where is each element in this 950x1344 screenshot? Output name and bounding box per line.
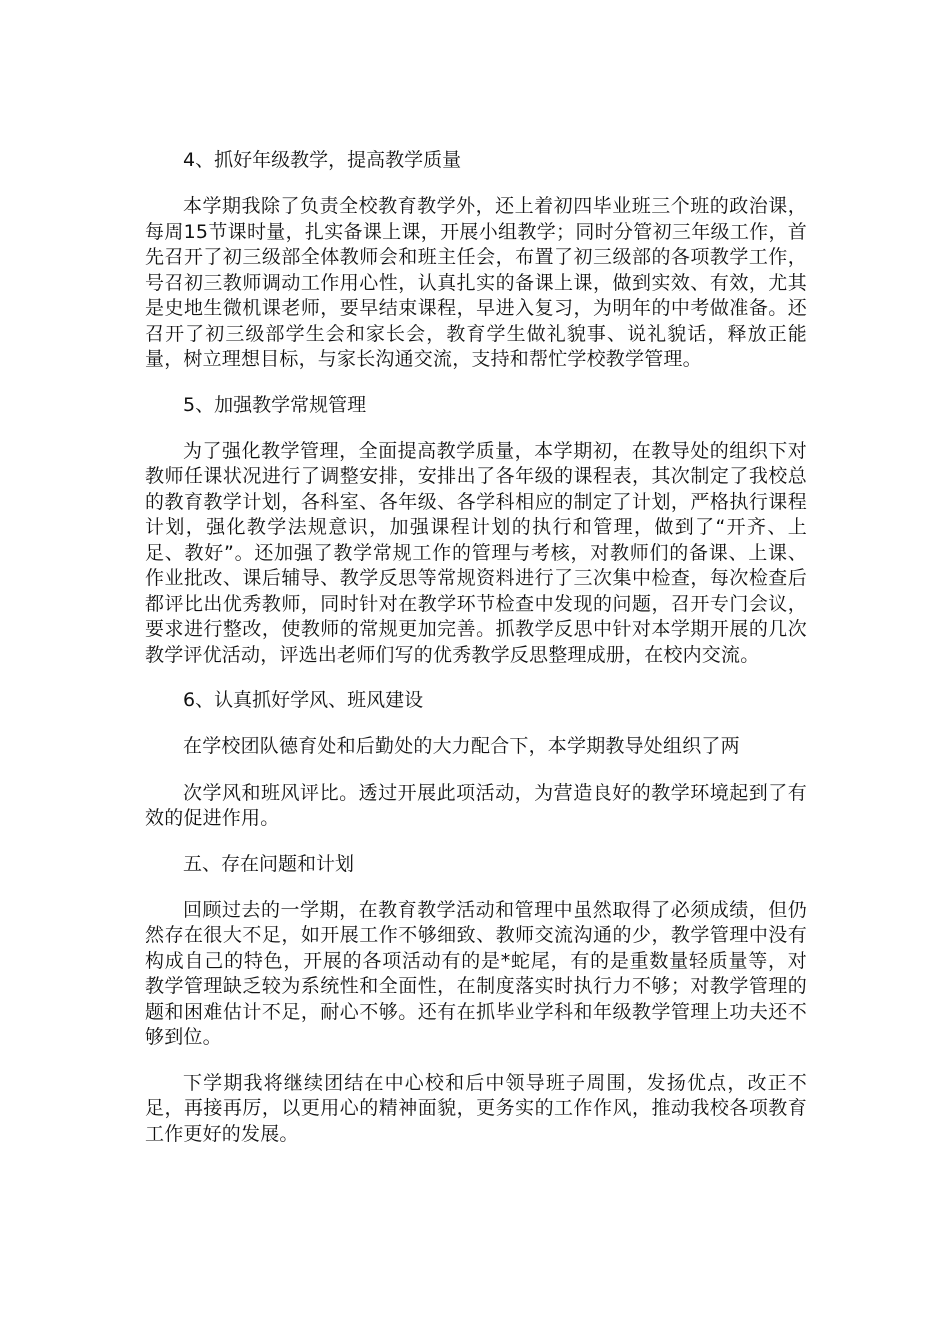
section-heading-5: 5、加强教学常规管理 (183, 393, 367, 416)
paragraph: 为了强化教学管理，全面提高教学质量，本学期初，在教导处的组织下对教师任课状况进行了调整安排，安排出了各年级的课程表，其次制定了我校总的教育教学计划，各科室、各年级、各学科相应的制定了计划，严格执行课程计划，强化教学法规意识，加强课程计划的执行和管理，做到了“开齐、上足、教好”。还加强了教学常规工作的管理与考核，对教师们的备课、上课、作业批改、课后辅导、教学反思等常规资料进行了三次集中检查，每次检查后都评比出优秀教师，同时针对在教学环节检查中发现的问题，召开专门会议，要求进行整改，使教师的常规更加完善。抓教学反思中针对本学期开展的几次教学评优活动，评选出老师们写的优秀教学反思整理成册，在校内交流。 (145, 439, 807, 666)
section-heading-five: 五、存在问题和计划 (183, 852, 355, 875)
paragraph: 本学期我除了负责全校教育教学外，还上着初四毕业班三个班的政治课，每周15节课时量，扎实备课上课，开展小组教学；同时分管初三年级工作，首先召开了初三级部全体教师会和班主任会，布置了初三级部的各项教学工作，号召初三教师调动工作用心性，认真扎实的备课上课，做到实效、有效，尤其是史地生微机课老师，要早结束课程，早进入复习，为明年的中考做准备。还召开了初三级部学生会和家长会，教育学生做礼貌事、说礼貌话，释放正能量，树立理想目标，与家长沟通交流，支持和帮忙学校教学管理。 (145, 195, 807, 370)
section-heading-6: 6、认真抓好学风、班风建设 (183, 689, 424, 711)
paragraph: 在学校团队德育处和后勤处的大力配合下，本学期教导处组织了两 (183, 735, 740, 757)
paragraph: 次学风和班风评比。透过开展此项活动，为营造良好的教学环境起到了有效的促进作用。 (145, 781, 807, 829)
document-page (145, 148, 807, 1147)
paragraph: 下学期我将继续团结在中心校和后中领导班子周围，发扬优点，改正不足，再接再厉，以更用心的精神面貌，更务实的工作作风，推动我校各项教育工作更好的发展。 (145, 1071, 807, 1145)
paragraph: 回顾过去的一学期，在教育教学活动和管理中虽然取得了必须成绩，但仍然存在很大不足，如开展工作不够细致、教师交流沟通的少，教学管理中没有构成自己的特色，开展的各项活动有的是*蛇尾，有的是重数量轻质量等，对教学管理缺乏较为系统性和全面性，在制度落实时执行力不够；对教学管理的题和困难估计不足，耐心不够。还有在抓毕业学科和年级教学管理上功夫还不够到位。 (145, 898, 807, 1048)
section-heading-4: 4、抓好年级教学，提高教学质量 (183, 149, 462, 171)
